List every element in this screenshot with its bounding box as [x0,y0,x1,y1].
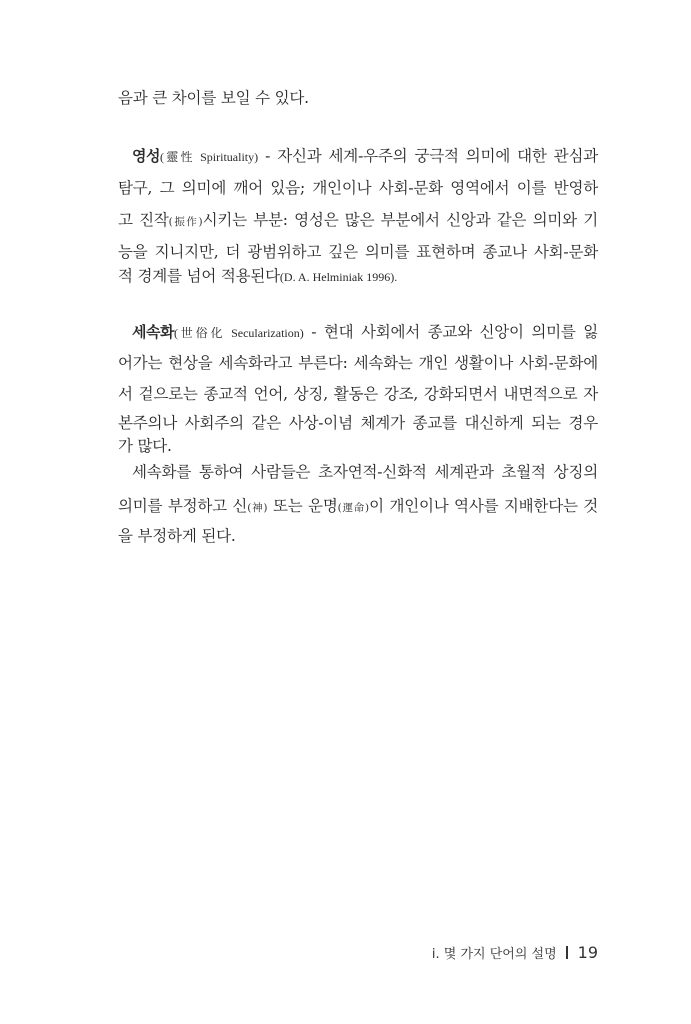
text-line [118,413,598,433]
text-span: - 자신과 세계-우주의 궁극적 의미에 대한 관심과 [258,147,598,165]
text-span: 탐구, 그 의미에 깨어 있음; 개인이나 사회-문화 영역에서 이를 반영하 [118,179,598,197]
term-gloss: (世俗化 Secularization) [173,326,304,340]
text-span: 의미를 부정하고 신 [118,497,248,515]
term-secularization: 세속화 [132,323,174,341]
definition-secularization-line-1 [118,322,598,343]
text-span: 서 겉으로는 종교적 언어, 상징, 활동은 강조, 강화되면서 내면적으로 자 [118,385,598,403]
text-span: 음과 큰 차이를 보일 수 있다. [118,89,309,107]
text-line [118,436,598,456]
hanja-gloss: (振作) [168,216,203,228]
text-span: 시키는 부분: 영성은 많은 부분에서 신앙과 같은 의미와 기 [202,211,598,229]
term-gloss: (靈性 Spirituality) [159,150,259,164]
text-line [118,178,598,198]
page-number: 19 [577,943,598,962]
text-line [118,353,598,373]
text-line [118,496,598,518]
text-span: 능을 지니지만, 더 광범위하고 깊은 의미를 표현하며 종교나 사회-문화 [118,243,598,261]
text-line [118,526,598,546]
text-line [118,242,598,262]
text-span: 본주의나 사회주의 같은 사상-이념 체계가 종교를 대신하게 되는 경우 [118,414,598,432]
text-span: 어가는 현상을 세속화라고 부른다: 세속화는 개인 생활이나 사회-문화에 [118,354,598,372]
hanja-gloss: (神) [247,502,268,514]
citation: (D. A. Helminiak 1996). [279,270,398,284]
text-span: 고 진작 [118,211,169,229]
text-span: - 현대 사회에서 종교와 신앙이 의미를 잃 [303,323,598,341]
page-footer [432,943,598,962]
term-spirituality: 영성 [132,147,160,165]
hanja-gloss: (運命) [337,502,370,514]
text-span: 적 경계를 넘어 적용된다 [118,267,280,285]
definition-spirituality-line-1 [118,146,598,167]
text-span: 이 개인이나 역사를 지배한다는 것 [369,497,599,515]
text-span: 세속화를 통하여 사람들은 초자연적-신화적 세계관과 초월적 상징의 [132,463,598,481]
text-span: 또는 운명 [267,497,338,515]
footer-divider [566,946,568,959]
page-body [118,0,598,1024]
text-span: 을 부정하게 된다. [118,527,236,545]
text-line [118,462,598,482]
text-line [118,210,598,232]
text-line [118,266,598,287]
text-line [118,88,598,108]
text-span: 가 많다. [118,437,172,455]
chapter-title: i. 몇 가지 단어의 설명 [431,947,557,962]
text-line [118,384,598,404]
